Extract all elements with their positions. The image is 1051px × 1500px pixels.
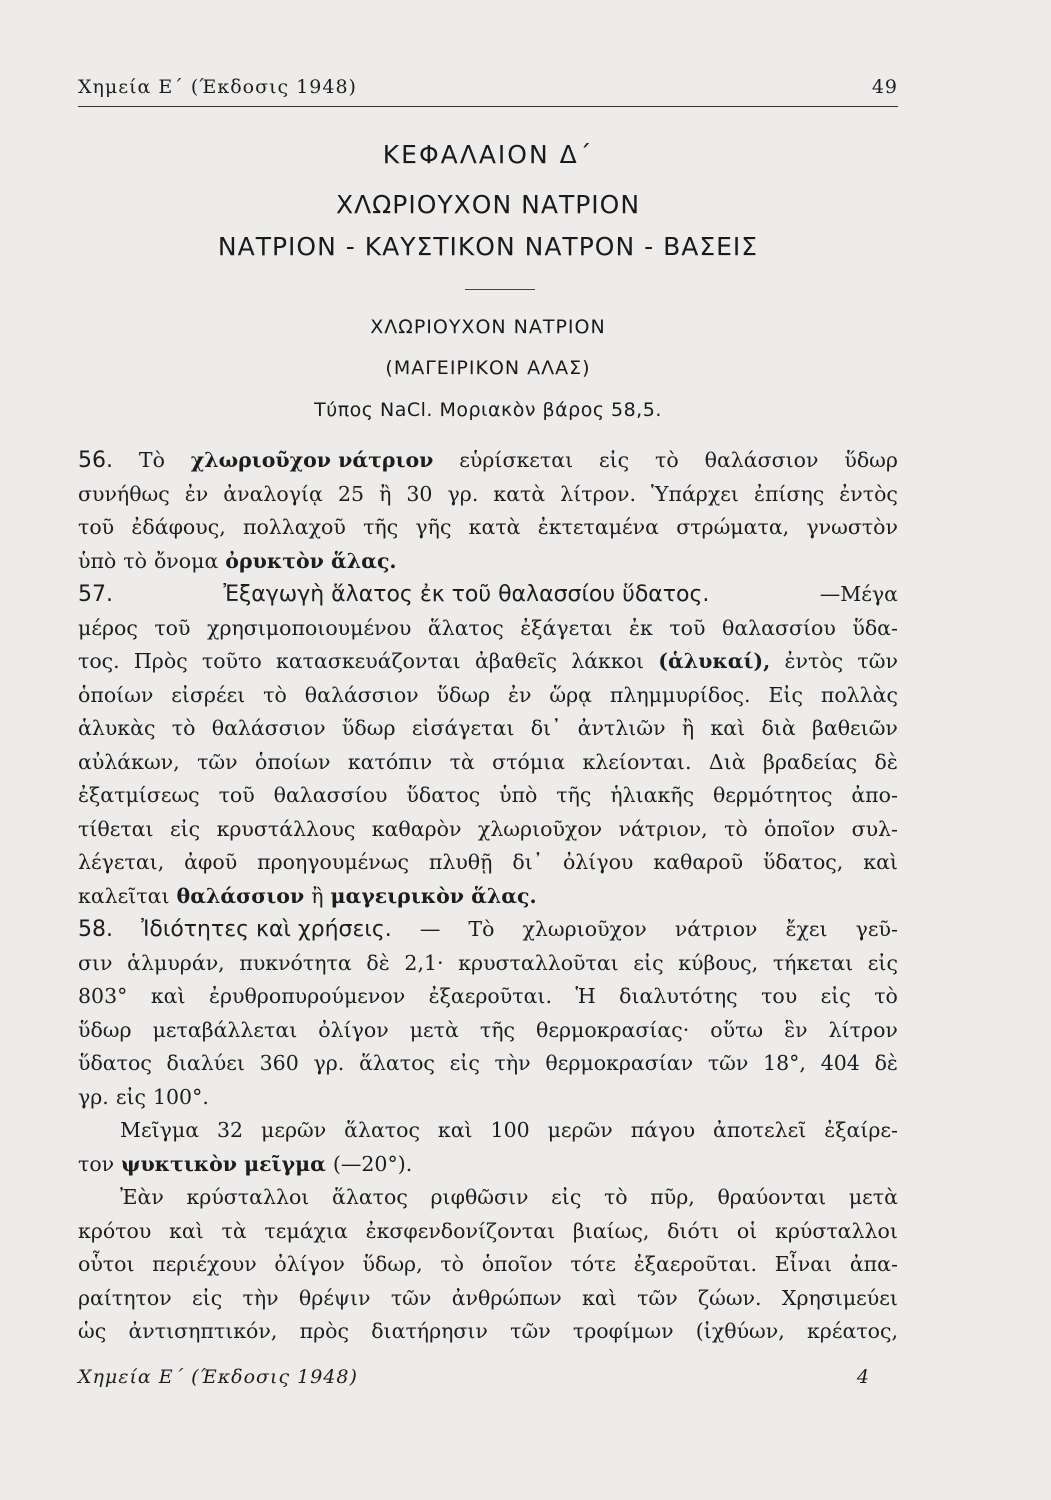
word: καθαροῦ	[653, 850, 744, 874]
word: μεταβάλλεται	[152, 1017, 298, 1042]
bold-term: ψυκτικὸν μεῖγμα	[121, 1151, 326, 1176]
word: εἰς	[599, 448, 630, 472]
word: κατὰ	[468, 515, 521, 539]
word: καὶ	[150, 984, 186, 1008]
text-line	[78, 1114, 898, 1148]
body-text	[78, 444, 898, 1349]
word: κρότου	[78, 1218, 152, 1243]
text-line	[78, 1081, 898, 1115]
word: μερῶν	[547, 1118, 613, 1142]
word: γῆς	[415, 515, 452, 539]
word: ὕδα-	[852, 615, 898, 640]
word: τίθεται	[78, 816, 154, 841]
word: ἁλμυράν,	[127, 950, 225, 975]
word: τὸ	[724, 816, 748, 841]
word: τοῦ	[218, 783, 255, 807]
word: εἰς	[867, 950, 898, 975]
word: 803°	[78, 984, 128, 1008]
word: Τὸ	[468, 917, 495, 941]
word: τὸ	[263, 682, 287, 707]
text-line	[78, 1181, 898, 1215]
text-line	[78, 913, 898, 947]
word: δὲ	[366, 950, 390, 975]
word: δι᾽	[530, 716, 562, 740]
word: ἢ	[379, 481, 392, 506]
word: βραδείας	[763, 749, 858, 774]
word: στόμια	[492, 749, 566, 774]
signature-mark: 4	[856, 1366, 870, 1388]
word: ἐκσφενδονίζονται	[365, 1218, 556, 1243]
text-line	[78, 846, 898, 880]
text-line	[78, 1047, 898, 1081]
word: 30	[406, 481, 433, 506]
word: ὕδατος	[406, 783, 481, 807]
text-line	[78, 612, 898, 646]
word: τὰ	[449, 749, 475, 774]
word: στρώματα,	[676, 515, 790, 539]
text-line	[78, 1248, 898, 1282]
word: ἢ	[311, 883, 324, 908]
word: μερῶν	[261, 1118, 327, 1142]
bold-term: (ἁλυκαί),	[658, 649, 771, 673]
word: μετὰ	[409, 1017, 459, 1042]
word: κρυστάλλους	[216, 816, 356, 841]
word: ὥρᾳ	[549, 682, 593, 707]
footer-title: Χημεία Ε΄ (Έκδοσις 1948)	[78, 1366, 358, 1388]
text-line	[78, 712, 898, 746]
word: νάτριον	[674, 917, 758, 941]
word: 18°,	[763, 1051, 806, 1075]
word: τῆς	[556, 783, 592, 807]
word: τῶν	[510, 1319, 551, 1343]
formula-line: Τύπος NaCl. Μοριακὸν βάρος 58,5.	[314, 399, 662, 421]
word: εὑρίσκεται	[459, 448, 574, 472]
word: πολλαχοῦ	[242, 515, 346, 539]
word: πυκνότητα	[239, 950, 352, 975]
word: κατασκευάζονται	[276, 649, 461, 673]
paragraph-number: 56.	[78, 448, 113, 473]
word: λίτρον.	[560, 481, 636, 506]
word: ἀφοῦ	[184, 850, 238, 874]
word: ἡλιακῆς	[610, 783, 695, 807]
word: Ἐὰν	[120, 1185, 164, 1209]
header-title: Χημεία Ε΄ (Έκδοσις 1948)	[78, 76, 357, 98]
word: ὕδωρ	[844, 448, 898, 472]
word: —	[419, 917, 441, 941]
word: ἅλατος	[331, 1185, 408, 1209]
word: καὶ	[710, 716, 746, 740]
word: ζώων.	[698, 1285, 762, 1310]
word: 404	[820, 1051, 860, 1075]
word: θρέψιν	[298, 1285, 371, 1310]
word: ὕδωρ	[436, 682, 491, 707]
bold-term: θαλάσσιον	[176, 883, 305, 908]
word: ἐξαίρε-	[824, 1118, 898, 1142]
word: πῦρ,	[650, 1185, 695, 1209]
word: θερμοκρασίας·	[536, 1017, 690, 1042]
text-line	[78, 746, 898, 780]
word: εἰσρέει	[171, 682, 246, 707]
text-line	[78, 679, 898, 713]
paragraph-heading: Ἰδιότητες καὶ χρήσεις.	[141, 917, 392, 942]
word: ὑπὸ	[499, 783, 538, 807]
section-subtitle: (ΜΑΓΕΙΡΙΚΟΝ ΑΛΑΣ)	[385, 357, 591, 379]
word: ἀποτελεῖ	[713, 1118, 807, 1142]
word: ὕδατος	[78, 1051, 152, 1075]
word: τοῦ	[78, 515, 115, 539]
word: τῶν	[197, 749, 238, 774]
word: τοῦτο	[201, 649, 262, 673]
word: ἀντισηπτικόν,	[128, 1319, 278, 1343]
word: εἰς	[820, 984, 851, 1008]
word: δι᾽	[512, 850, 544, 874]
word: Διὰ	[708, 749, 746, 774]
word: θερμότητος	[712, 783, 833, 807]
word: ἐρυθροπυρούμενον	[208, 984, 406, 1008]
word: ριφθῶσιν	[430, 1185, 529, 1209]
word: ἐν	[508, 682, 532, 707]
word: συλ-	[851, 816, 898, 841]
paragraph-heading: Ἐξαγωγὴ ἅλατος ἐκ τοῦ θαλασσίου ὕδατος.	[223, 582, 710, 607]
text-line	[78, 578, 898, 612]
word: ἐκ	[628, 615, 653, 640]
word: κατὰ	[493, 481, 546, 506]
word: γρ.	[313, 1051, 345, 1075]
word: τὰ	[221, 1218, 247, 1243]
word: ἐντὸς	[839, 481, 898, 506]
word: τῶν	[707, 1051, 749, 1075]
word: 360	[259, 1051, 299, 1075]
word: 100	[490, 1118, 530, 1142]
word: διαλυτότης	[619, 984, 738, 1008]
text-line	[78, 947, 898, 981]
word: γρ.	[78, 1084, 109, 1109]
word: Ἡ	[575, 984, 596, 1008]
word: 2,1·	[404, 950, 444, 975]
word: βιαίως,	[572, 1218, 650, 1243]
chapter-heading: ΚΕΦΑΛΑΙΟΝ Δ΄	[382, 140, 594, 169]
text-line	[78, 779, 898, 813]
word: ὡς	[78, 1319, 107, 1343]
word: ὕδωρ	[78, 1017, 132, 1042]
word: τὸ	[440, 1252, 464, 1276]
word: περιέχουν	[152, 1252, 257, 1276]
word: ὀλίγον	[318, 1017, 389, 1042]
word: Πρὸς	[133, 649, 188, 673]
word: λίτρον	[828, 1017, 898, 1042]
word: πλημμυρίδος.	[609, 682, 751, 707]
word: θερμοκρασίαν	[545, 1051, 694, 1075]
word: νάτριον,	[618, 816, 708, 841]
word: οὗτοι	[78, 1252, 135, 1276]
word: μέρος	[78, 615, 138, 640]
word: εἰς	[449, 1051, 480, 1075]
word: ὁποῖον	[481, 1252, 553, 1276]
word: τὸ	[874, 984, 898, 1008]
word: Χρησιμεύει	[781, 1285, 898, 1310]
word: καὶ	[582, 1285, 617, 1310]
word: Εἶναι	[774, 1252, 833, 1276]
word: εἰς	[633, 950, 664, 975]
word: κρύσταλλοι	[186, 1185, 310, 1209]
word: ὀλίγου	[562, 850, 634, 874]
word: ἀβαθεῖς	[474, 649, 557, 673]
word: ἀντλιῶν	[577, 716, 666, 740]
word: καὶ	[169, 1218, 204, 1243]
text-line	[78, 1315, 898, 1349]
word: τὸ	[171, 716, 196, 740]
header-rule	[78, 106, 898, 107]
word: λάκκοι	[571, 649, 645, 673]
word: κατόπιν	[347, 749, 433, 774]
word: οὕτω	[710, 1017, 764, 1042]
word: ἐντὸς	[784, 649, 844, 673]
word: 100°.	[152, 1084, 209, 1109]
word: προηγουμένως	[257, 850, 409, 874]
word: τῆς	[479, 1017, 515, 1042]
word: κύβους,	[678, 950, 759, 975]
word: πάγου	[630, 1118, 696, 1142]
word: εἰς	[192, 1285, 223, 1310]
word: (ἰχθύων,	[695, 1319, 785, 1343]
text-line	[78, 813, 898, 847]
word: βαθειῶν	[812, 716, 898, 740]
chapter-title-2: ΝΑΤΡΙΟΝ - ΚΑΥΣΤΙΚΟΝ ΝΑΤΡΟΝ - ΒΑΣΕΙΣ	[217, 232, 759, 261]
word: ἐξατμίσεως	[78, 783, 200, 807]
word: ὁποίων	[255, 749, 331, 774]
word: οἱ	[736, 1218, 758, 1243]
section-divider	[465, 289, 535, 290]
word: θαλασσίου	[273, 783, 388, 807]
word: ἀνθρώπων	[451, 1285, 562, 1310]
word: ὑπὸ	[78, 548, 117, 573]
word: διατήρησιν	[371, 1319, 488, 1343]
word: κρυσταλλοῦται	[458, 950, 619, 975]
word: Ὑπάρχει	[651, 481, 739, 506]
word: τροφίμων	[572, 1319, 674, 1343]
word: ἀπα-	[849, 1252, 898, 1276]
word: ἓν	[784, 1017, 808, 1042]
word: δὲ	[874, 749, 898, 774]
word: ἐξαεροῦται.	[633, 1252, 758, 1276]
word: ὀλίγον	[274, 1252, 345, 1276]
word: ἐξάγεται	[520, 615, 613, 640]
word: τὸ	[655, 448, 679, 472]
word: ἅλατος	[427, 615, 504, 640]
word: τήκεται	[772, 950, 854, 975]
text-line	[78, 1148, 898, 1182]
word: ἁλυκὰς	[78, 716, 156, 740]
word: γρ.	[447, 481, 479, 506]
bold-term: μαγειρικὸν ἅλας.	[330, 883, 537, 908]
word: κρύσταλλοι	[775, 1218, 898, 1243]
text-line	[78, 478, 898, 512]
word: τὴν	[242, 1285, 279, 1310]
word: τεμάχια	[264, 1218, 348, 1243]
word: διότι	[667, 1218, 720, 1243]
word: πρὸς	[299, 1319, 349, 1343]
word: πλυθῇ	[428, 850, 493, 874]
word: ἐδάφους,	[131, 515, 226, 539]
word: τὸ	[123, 548, 147, 573]
word: τῶν	[390, 1285, 432, 1310]
word: Μεῖγμα	[120, 1118, 200, 1142]
word: κλείονται.	[582, 749, 692, 774]
word: γνωστὸν	[806, 515, 898, 539]
word: χρησιμοποιουμένου	[207, 615, 412, 640]
word: τῶν	[637, 1285, 678, 1310]
word: εἰς	[115, 1084, 146, 1109]
word: ἅλατος	[344, 1118, 420, 1142]
word: διαλύει	[166, 1051, 245, 1075]
word: κρέατος,	[806, 1319, 898, 1343]
word: ἐπίσης	[753, 481, 825, 506]
word: χλωριοῦχον	[522, 917, 647, 941]
word: τῶν	[857, 649, 898, 673]
word: ἢ	[681, 716, 695, 740]
word: θραύονται	[717, 1185, 827, 1209]
word: αὐλάκων,	[78, 749, 180, 774]
word: σιν	[78, 950, 113, 975]
word: καθαρὸν	[371, 816, 462, 841]
word: τοῦ	[154, 615, 191, 640]
word: 25	[337, 481, 365, 506]
text-line	[78, 980, 898, 1014]
text-line	[78, 1282, 898, 1316]
page-number: 49	[871, 76, 898, 98]
word: τὴν	[494, 1051, 531, 1075]
word: ἅλατος	[359, 1051, 435, 1075]
word: τον	[78, 1151, 115, 1176]
text-line	[78, 645, 898, 679]
word: λέγεται,	[78, 850, 165, 874]
word: καὶ	[863, 850, 898, 874]
chapter-title-1: ΧΛΩΡΙΟΥΧΟΝ ΝΑΤΡΙΟΝ	[335, 190, 641, 219]
word: Τὸ	[138, 448, 165, 472]
word: ραίτητον	[78, 1285, 172, 1310]
word: 32	[217, 1118, 244, 1142]
word: διὰ	[761, 716, 796, 740]
word: καὶ	[437, 1118, 473, 1142]
word: ὁποῖον	[764, 816, 836, 841]
word: ἐν	[184, 481, 209, 506]
paragraph-number: 57.	[78, 582, 113, 607]
word: τῆς	[363, 515, 399, 539]
word: —Μέγα	[819, 582, 898, 606]
word: (—20°).	[332, 1151, 413, 1176]
text-line	[78, 444, 898, 478]
text-line	[78, 511, 898, 545]
word: τοῦ	[669, 615, 706, 640]
word: μετὰ	[848, 1185, 898, 1209]
bold-term: ὀρυκτὸν ἅλας.	[225, 548, 397, 573]
word: θαλάσσιον	[304, 682, 419, 707]
word: ἀναλογίᾳ	[223, 481, 323, 506]
word: ἀπο-	[851, 783, 898, 807]
text-line	[78, 1014, 898, 1048]
word: ὄνομα	[153, 548, 219, 573]
word: θαλάσσιον	[704, 448, 819, 472]
word: ἔχει	[785, 917, 828, 941]
word: τὸ	[603, 1185, 628, 1209]
bold-term: χλωριοῦχον νάτριον	[190, 448, 434, 472]
word: τος.	[78, 649, 120, 673]
word: τότε	[570, 1252, 617, 1276]
word: πολλὰς	[820, 682, 898, 707]
word: εἰς	[170, 816, 201, 841]
word: ὁποίων	[78, 682, 154, 707]
text-line	[78, 1215, 898, 1249]
word: καλεῖται	[78, 883, 170, 908]
word: συνήθως	[78, 481, 170, 506]
word: ὕδατος,	[762, 850, 844, 874]
word: ἐξαεροῦται.	[428, 984, 552, 1008]
text-line	[78, 880, 898, 914]
word: χλωριοῦχον	[477, 816, 603, 841]
word: Εἰς	[768, 682, 803, 707]
word: ὕδωρ	[341, 716, 396, 740]
word: θαλάσσιον	[211, 716, 326, 740]
text-line	[78, 545, 898, 579]
paragraph-number: 58.	[78, 917, 113, 942]
word: εἰσάγεται	[411, 716, 515, 740]
word: ἐκτεταμένα	[537, 515, 659, 539]
word: δὲ	[874, 1051, 898, 1075]
word: γεῦ-	[855, 917, 898, 941]
word: θαλασσίου	[722, 615, 836, 640]
word: ὕδωρ,	[362, 1252, 423, 1276]
word: εἰς	[551, 1185, 582, 1209]
section-title: ΧΛΩΡΙΟΥΧΟΝ ΝΑΤΡΙΟΝ	[370, 316, 606, 338]
word: του	[761, 984, 798, 1008]
